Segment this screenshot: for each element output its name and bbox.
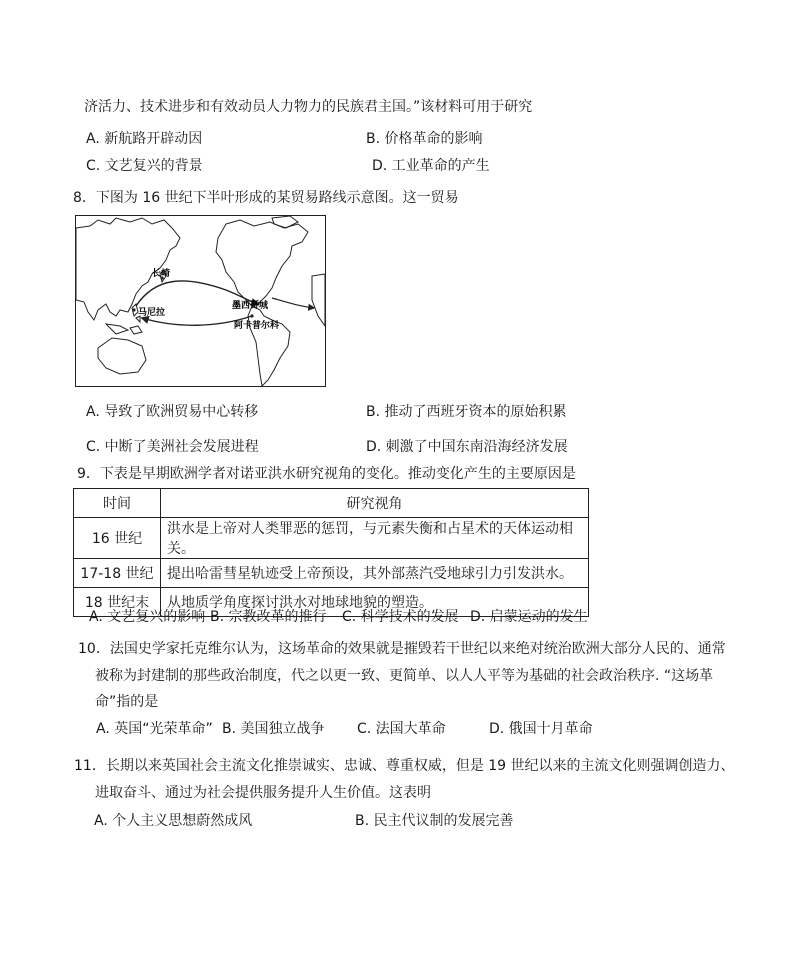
table-header-row [74,489,589,518]
label-acapulco: 阿卡普尔科 [234,321,280,331]
q9-option-c: C. 科学技术的发展 [342,609,459,625]
q10-option-d: D. 俄国十月革命 [489,721,593,737]
q11-option-a: A. 个人主义思想蔚然成风 [94,813,253,829]
q9-option-d: D. 启蒙运动的发生 [470,609,588,625]
route-mexico-to-spain [272,298,314,308]
q10-option-a: A. 英国“光荣革命” [96,721,213,737]
q11-option-b: B. 民主代议制的发展完善 [355,813,514,829]
q9-option-b: B. 宗教改革的推行 [210,609,327,625]
africa-landmass [312,274,325,326]
row-2-perspective: 提出哈雷彗星轨迹受上帝预设，其外部蒸汽受地球引力引发洪水。 [161,559,589,588]
q8-option-c: C. 中断了美洲社会发展进程 [86,439,259,455]
q10-stem-line2: 被称为封建制的那些政治制度，代之以更一致、更简单、以人人平等为基础的社会政治秩序. “这场革 [95,668,714,684]
row-1-perspective: 洪水是上帝对人类罪恶的惩罚，与元素失衡和占星术的天体运动相关。 [161,518,589,559]
q10-option-b: B. 美国独立战争 [222,721,325,737]
south-america-landmass [248,306,290,386]
q7-option-b: B. 价格革命的影响 [366,131,483,147]
acapulco-marker [250,314,253,317]
indonesia-islands [106,324,142,334]
q7-stem-tail: 济活力、技术进步和有效动员人力物力的民族君主国。”该材料可用于研究 [84,99,533,115]
trade-route-map [75,215,326,387]
world-map-figure [76,216,325,386]
manila-marker [132,308,135,311]
row-3-perspective: 从地质学角度探讨洪水对地球地貌的塑造。 [161,588,589,617]
q7-option-c: C. 文艺复兴的背景 [86,158,203,174]
q8-option-b: B. 推动了西班牙资本的原始积累 [366,404,567,420]
label-manila: 马尼拉 [138,308,166,318]
q9-option-a: A. 文艺复兴的影响 [89,609,206,625]
header-time: 时间 [74,489,161,518]
row-3-time: 18 世纪末 [74,588,161,617]
q11-stem-line1: 11．长期以来英国社会主流文化推崇诚实、忠诚、尊重权威，但是 19 世纪以来的主流文化则强调创造力、 [74,758,735,774]
q11-stem-line2: 进取奋斗、通过为社会提供服务提升人生价值。这表明 [95,785,431,801]
flood-perspective-table [73,488,589,617]
row-1-time: 16 世纪 [74,518,161,559]
australia-landmass [98,338,146,374]
q8-option-d: D. 刺激了中国东南沿海经济发展 [366,439,568,455]
q9-stem: 9．下表是早期欧洲学者对诺亚洪水研究视角的变化。推动变化产生的主要原因是 [77,466,576,482]
label-mexico-city: 墨西哥城 [232,301,269,311]
q8-option-a: A. 导致了欧洲贸易中心转移 [86,404,259,420]
row-2-time: 17-18 世纪 [74,559,161,588]
greenland-landmass [272,216,298,228]
q8-stem: 8．下图为 16 世纪下半叶形成的某贸易路线示意图。这一贸易 [73,190,459,206]
north-america-landmass [216,220,308,306]
table-row [74,559,589,588]
q7-option-d: D. 工业革命的产生 [372,158,490,174]
label-nagasaki: 长崎 [152,269,171,279]
table-row [74,518,589,559]
header-perspective: 研究视角 [161,489,589,518]
q10-stem-line3: 命”指的是 [95,694,159,710]
q10-option-c: C. 法国大革命 [357,721,446,737]
q10-stem-line1: 10．法国史学家托克维尔认为，这场革命的效果就是摧毁若干世纪以来绝对统治欧洲大部分人民的、通常 [78,641,726,657]
q7-option-a: A. 新航路开辟动因 [86,131,203,147]
